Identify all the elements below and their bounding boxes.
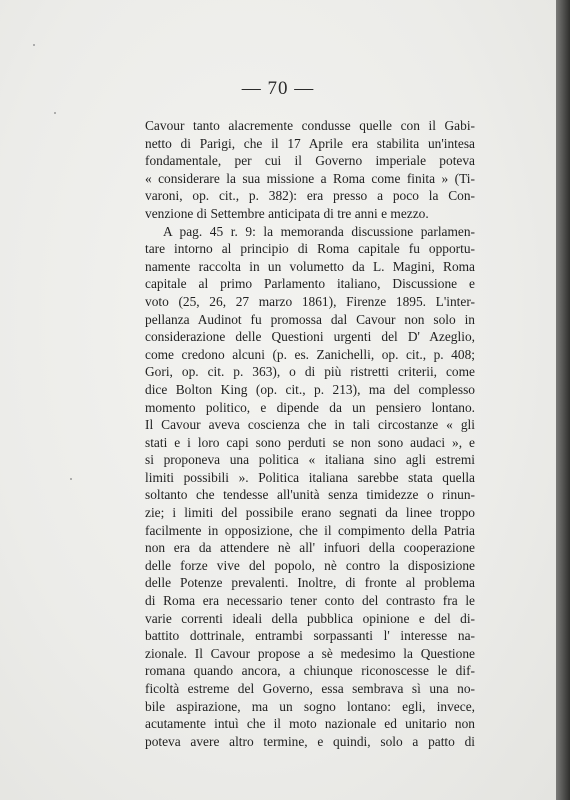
text-line: poteva avere altro termine, e quindi, solo a patto di bbox=[145, 733, 475, 749]
page-number: — 70 — bbox=[241, 78, 315, 99]
body-text bbox=[145, 117, 475, 750]
binding-shadow bbox=[556, 0, 570, 800]
text-line: Il Cavour aveva coscienza che in tali circostanze « gli bbox=[145, 417, 475, 433]
text-line: zie; i limiti del possibile erano segnati da linee troppo bbox=[145, 505, 475, 521]
text-line: voto (25, 26, 27 marzo 1861), Firenze 1895. L'inter- bbox=[145, 293, 475, 309]
text-line: « considerare la sua missione a Roma come finita » (Ti- bbox=[145, 170, 475, 186]
text-line: delle Potenze prevalenti. Inoltre, di fronte al problema bbox=[145, 575, 475, 591]
text-line: facilmente in opposizione, che il compimento della Patria bbox=[145, 522, 475, 538]
paper-speck bbox=[70, 478, 72, 480]
text-line: varoni, op. cit., p. 382): era presso a poco la Con- bbox=[145, 188, 475, 204]
text-line: netto di Parigi, che il 17 Aprile era stabilita un'intesa bbox=[145, 135, 475, 151]
text-line: stati e i loro capi sono perduti se non sono audaci », e bbox=[145, 434, 475, 450]
text-line: pellanza Audinot fu promossa dal Cavour non solo in bbox=[145, 311, 475, 327]
text-line: fondamentale, per cui il Governo imperiale poteva bbox=[145, 153, 475, 169]
text-line: considerazione delle Questioni urgenti del D' Azeglio, bbox=[145, 329, 475, 345]
text-line: A pag. 45 r. 9: la memoranda discussione parlamen- bbox=[163, 223, 475, 239]
text-line: capitale al primo Parlamento italiano, Discussione e bbox=[145, 276, 475, 292]
text-line: venzione di Settembre anticipata di tre anni e mezzo. bbox=[145, 205, 429, 221]
text-line: delle forze vive del popolo, nè contro la disposizione bbox=[145, 557, 475, 573]
text-line: soltanto che tendesse all'unità senza timidezze o rinun- bbox=[145, 487, 475, 503]
paper-speck bbox=[33, 44, 35, 46]
text-line: dice Bolton King (op. cit., p. 213), ma del complesso bbox=[145, 381, 475, 397]
text-line: Cavour tanto alacremente condusse quelle con il Gabi- bbox=[145, 118, 475, 133]
text-line: Gori, op. cit. p. 363), o di più ristretti criterii, come bbox=[145, 364, 475, 380]
text-line: ficoltà estreme del Governo, essa sembrava sì una no- bbox=[145, 681, 475, 696]
text-line: si proponeva una politica « italiana sino agli estremi bbox=[145, 452, 475, 468]
text-line: bile aspirazione, ma un sogno lontano: egli, invece, bbox=[145, 698, 475, 714]
text-line: di Roma era necessario tener conto del contrasto fra le bbox=[145, 593, 475, 609]
text-line: zionale. Il Cavour propose a sè medesimo la Questione bbox=[145, 645, 475, 661]
text-line: momento politico, e dipende da un pensiero lontano. bbox=[145, 399, 475, 415]
text-line: come credono alcuni (p. es. Zanichelli, op. cit., p. 408; bbox=[145, 346, 475, 362]
text-line: acutamente intuì che il moto nazionale ed unitario non bbox=[145, 716, 475, 732]
text-line: namente raccolta in un volumetto da L. Magini, Roma bbox=[145, 258, 475, 274]
text-line: limiti possibili ». Politica italiana sarebbe stata quella bbox=[145, 469, 475, 485]
text-line: tare intorno al principio di Roma capitale fu opportu- bbox=[145, 241, 475, 257]
text-line: non era da attendere nè all' infuori della cooperazione bbox=[145, 540, 475, 556]
text-line: battito dottrinale, entrambi sorpassanti l' interesse na- bbox=[145, 628, 475, 644]
text-line: romana quando ancora, a chiunque riconoscesse le dif- bbox=[145, 663, 475, 679]
text-line: varie correnti ideali della pubblica opinione e del di- bbox=[145, 610, 475, 626]
paper-speck bbox=[54, 112, 56, 114]
